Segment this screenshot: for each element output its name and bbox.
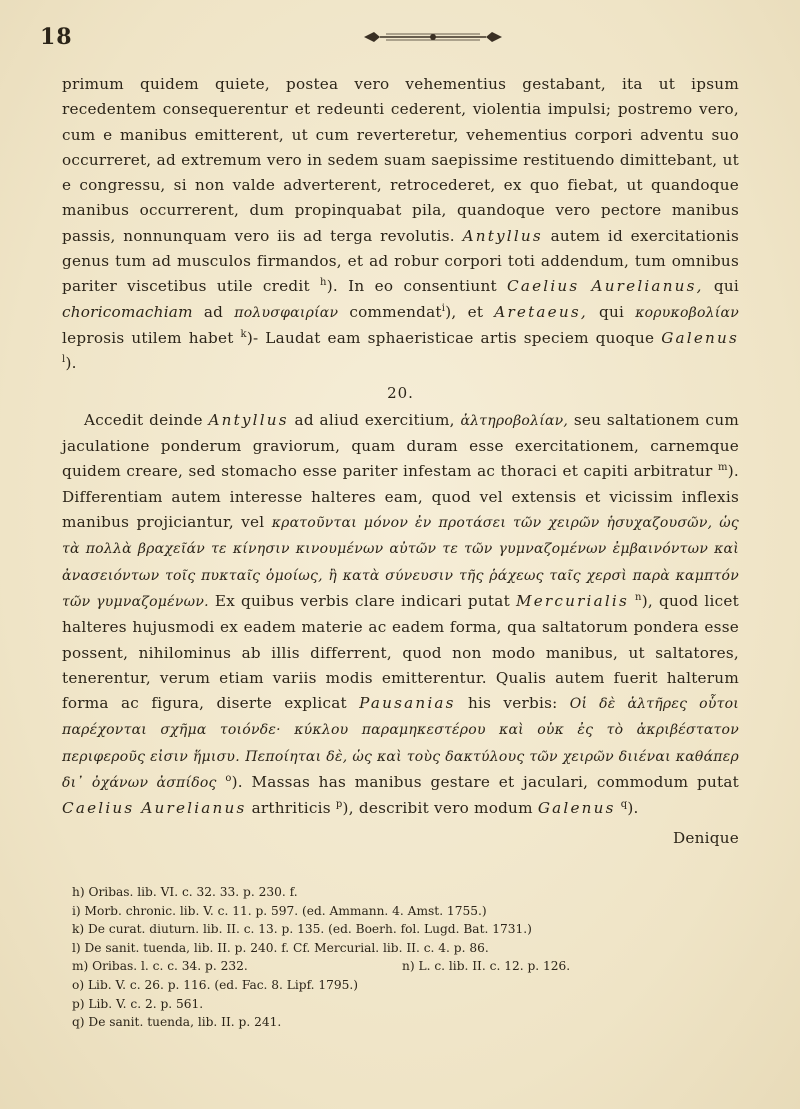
text-run: ad aliud exercitium, xyxy=(288,410,461,429)
author-name: Antyllus xyxy=(462,226,543,245)
italic-term: choricomachiam xyxy=(62,302,193,321)
section-number: 20. xyxy=(387,383,414,402)
author-name: Caelius Aurelianus xyxy=(62,799,247,818)
text-run: . xyxy=(71,354,77,373)
greek-text: πολυσφαιρίαν xyxy=(234,304,339,321)
text-run: seu saltationem cum jaculatione ponderum graviorum, quam duram esse exercitationem, carnemque quidem creare, sed stomacho esse pariter infestam ac thoraci et capiti arbitratur xyxy=(62,410,739,481)
footnote-ref: h xyxy=(320,277,327,289)
text-run: . xyxy=(633,799,639,818)
text-run: , describit vero modum xyxy=(348,799,538,818)
text-run: primum quidem quiete, postea vero vehementius gestabant, ita ut ipsum recedentem consequerentur et redeunti cederent, violentia impulsi; postremo vero, cum e manibus emitterent, ut cum reverteretur, vehementius corpori adventu suo occurreret, ad extremum vero in sedem suam saepissime restituendo dimittebant, ut e congressu, si non valde adverterent, retrocederet, ex quo fiebat, ut quandoque manibus occurrerent, dum propinquabat pila, quandoque vero pectore manibus passis, nonnunquam vero iis ad terga revolutis. xyxy=(62,75,739,245)
text-run: , et xyxy=(451,302,495,321)
author-name: Mercurialis xyxy=(515,591,629,610)
footnote-h: h) Oribas. lib. VI. c. 32. 33. p. 230. f. xyxy=(72,885,298,899)
text-run: . Massas has manibus gestare et jaculari, commodum putat xyxy=(237,773,739,792)
footnote-o: o) Lib. V. c. 26. p. 116. (ed. Fac. 8. Lipf. 1795.) xyxy=(72,977,359,992)
greek-text: κρατοῦνται μόνον ἐν προτάσει τῶν χειρῶν ἡσυχαζουσῶν, ὡς τὰ πολλὰ βραχεῖάν τε κίνησιν κινουμένων αὐτῶν τε τῶν γυμναζομένων ἐμβαινόντων καὶ ἀνασειόντων τοῖς πυκταῖς ὁμοίως, ἢ κατὰ σύνευσιν τῆς ῥάχεως ταῖς χερσὶ παρὰ καμπτόν τῶν γυμναζομένων. xyxy=(62,515,739,610)
footnote-ref: p xyxy=(335,799,343,811)
text-run: . In eo consentiunt xyxy=(332,277,508,296)
footnote-m: m) Oribas. l. c. c. 34. p. 232. xyxy=(72,959,248,974)
footnote-l: l) De sanit. tuenda, lib. II. p. 240. f. Cf. Mercurial. lib. II. c. 4. p. 86. xyxy=(72,940,489,955)
text-run: , quod licet halteres hujusmodi ex eadem materie ac eadem forma, qua saltatorum pondera esse possent, nihilominus ab illis differrent, quod non modo manibus, ut saltatores, tenerentur, verum etiam variis modis emitterentur. Qualis autem fuerit halterum forma ac figura, diserte explicat xyxy=(62,591,739,713)
footnote-ref: k xyxy=(240,328,247,340)
author-name: Caelius Aurelianus, xyxy=(507,277,704,296)
author-name: Pausanias xyxy=(359,694,456,713)
text-run: ad xyxy=(192,302,235,321)
greek-text: κορυκοβολίαν xyxy=(635,304,739,321)
main-text xyxy=(62,72,739,851)
text-run: Ex quibus verbis clare indicari putat xyxy=(208,591,516,610)
footnote-n: n) L. c. lib. II. c. 12. p. 126. xyxy=(402,959,571,974)
text-run xyxy=(217,773,226,791)
footnote-q: q) De sanit. tuenda, lib. II. p. 241. xyxy=(72,1015,282,1030)
text-run: qui xyxy=(587,302,636,321)
text-run: his verbis: xyxy=(455,694,570,713)
author-name: Antyllus xyxy=(208,410,289,429)
text-run: . Differentiam autem interesse halteres eam, quod vel extensis et vicissim inflexis manibus projiciantur, vel xyxy=(62,462,739,532)
footnote-k: k) De curat. diuturn. lib. II. c. 13. p. 135. (ed. Boerh. fol. Lugd. Bat. 1731.) xyxy=(72,922,532,937)
footnote-ref: m xyxy=(718,462,728,474)
page-number: 18 xyxy=(40,24,73,50)
text-run: qui xyxy=(703,277,739,296)
footnote-i: i) Morb. chronic. lib. V. c. 11. p. 597. (ed. Ammann. 4. Amst. 1755.) xyxy=(72,903,487,918)
footnote-ref: i xyxy=(441,302,446,314)
footnote-row xyxy=(72,957,732,976)
paragraph-1: primum quidem quiete, postea vero vehementius gestabant, ita ut ipsum recedentem consequerentur et redeunti cederent, violentia impulsi; postremo vero, cum e manibus emitterent, ut cum reverteretur, vehementius corpori adventu suo occurreret, ad extremum vero in sedem suam saepissime restituendo dimittebant, ut e congressu, si non valde adverterent, retrocederet, ex quo fiebat, ut quandoque manibus occurrerent, dum propinquabat pila, quandoque vero pectore manibus passis, nonnunquam vero iis ad terga revolutis. Antyllus autem id exercitationis genus tum ad musculos firmandos, et ad robur corpori toti addendum, tum omnibus pariter viscetibus utile credit $^h$). In eo consentiunt Caelius Aurelianus, qui choricomachiam ad πολυσφαιρίαν commendat$^i$), et Aretaeus, qui κορυκοβολίαν leprosis utilem habet $^k$)- Laudat eam sphaeristicae artis speciem quoque Galenus $^l$). xyxy=(62,75,739,373)
text-run: autem id exercitationis genus tum ad musculos firmandos, et ad robur corpori toti addendum, tum omnibus pariter viscetibus utile credit xyxy=(62,226,739,296)
footnotes xyxy=(72,883,732,1032)
greek-text: Οἱ δὲ ἁλτῆρες οὗτοι παρέχονται σχῆμα τοιόνδε· κύκλου παραμηκεστέρου καὶ οὐκ ἐς τὸ ἀκριβέστατον περιφεροῦς εἰσιν ἥμισυ. xyxy=(62,696,740,765)
footnote-ref: n xyxy=(635,591,642,603)
catchword: Denique xyxy=(672,828,739,847)
page-header xyxy=(40,24,760,50)
text-run: Accedit deinde xyxy=(84,410,209,429)
text-run: leprosis utilem habet xyxy=(62,328,241,347)
text-run: - Laudat eam sphaeristicae artis speciem quoque xyxy=(253,328,662,347)
author-name: Aretaeus, xyxy=(494,302,588,321)
ornament-rule-icon xyxy=(358,28,508,46)
footnote-ref: q xyxy=(620,799,628,811)
footnote-p: p) Lib. V. c. 2. p. 561. xyxy=(72,996,204,1011)
paragraph-2: Accedit deinde Antyllus ad aliud exercitium, ἁλτηροβολίαν, seu saltationem cum jaculatione ponderum graviorum, quam duram esse exercitationem, carnemque quidem creare, sed stomacho esse pariter infestam ac thoraci et capiti arbitratur $^m$). Differentiam autem interesse halteres eam, quod vel extensis et vicissim inflexis manibus projiciantur, vel κρατοῦνται μόνον ἐν προτάσει τῶν χειρῶν ἡσυχαζουσῶν, ὡς τὰ πολλὰ βραχεῖάν τε κίνησιν κινουμένων αὐτῶν τε τῶν γυμναζομένων ἐμβαινόντων καὶ ἀνασειόντων τοῖς πυκταῖς ὁμοίως, ἢ κατὰ σύνευσιν τῆς ῥάχεως ταῖς χερσὶ παρὰ καμπτόν τῶν γυμναζομένων. Ex quibus verbis clare indicari putat Mercurialis $^n$), quod licet halteres hujusmodi ex eadem materie ac eadem forma, qua saltatorum pondera esse possent, nihilominus ab illis differrent, quod non modo manibus, ut saltatores, tenerentur, verum etiam variis modis emitterentur. Qualis autem fuerit halterum forma ac figura, diserte explicat Pausanias his verbis: Οἱ δὲ ἁλτῆρες οὗτοι παρέχονται σχῆμα τοιόνδε· κύκλου παραμηκεστέρου καὶ οὐκ ἐς τὸ ἀκριβέστατον περιφεροῦς εἰσιν ἥμισυ. Πεποίηται δὲ, ὡς καὶ τοὺς δακτύλους τῶν χειρῶν διιέναι καθάπερ δι᾽ ὀχάνων ἀσπίδος $^o$). Massas has manibus gestare et jaculari, commodum putat Caelius Aurelianus arthriticis $^p$), describit vero modum Galenus $^q$). xyxy=(62,410,740,818)
greek-text: ἁλτηροβολίαν, xyxy=(460,412,569,429)
text-run: commendat xyxy=(338,302,442,321)
footnote-ref: l xyxy=(62,354,66,366)
author-name: Galenus xyxy=(661,328,739,347)
greek-text: Πεποίηται δὲ, ὡς καὶ τοὺς δακτύλους τῶν χειρῶν διιέναι καθάπερ δι᾽ ὀχάνων ἀσπίδος xyxy=(62,748,739,792)
footnote-ref: o xyxy=(225,772,232,784)
author-name: Galenus xyxy=(537,799,616,818)
text-run: arthriticis xyxy=(246,799,336,818)
